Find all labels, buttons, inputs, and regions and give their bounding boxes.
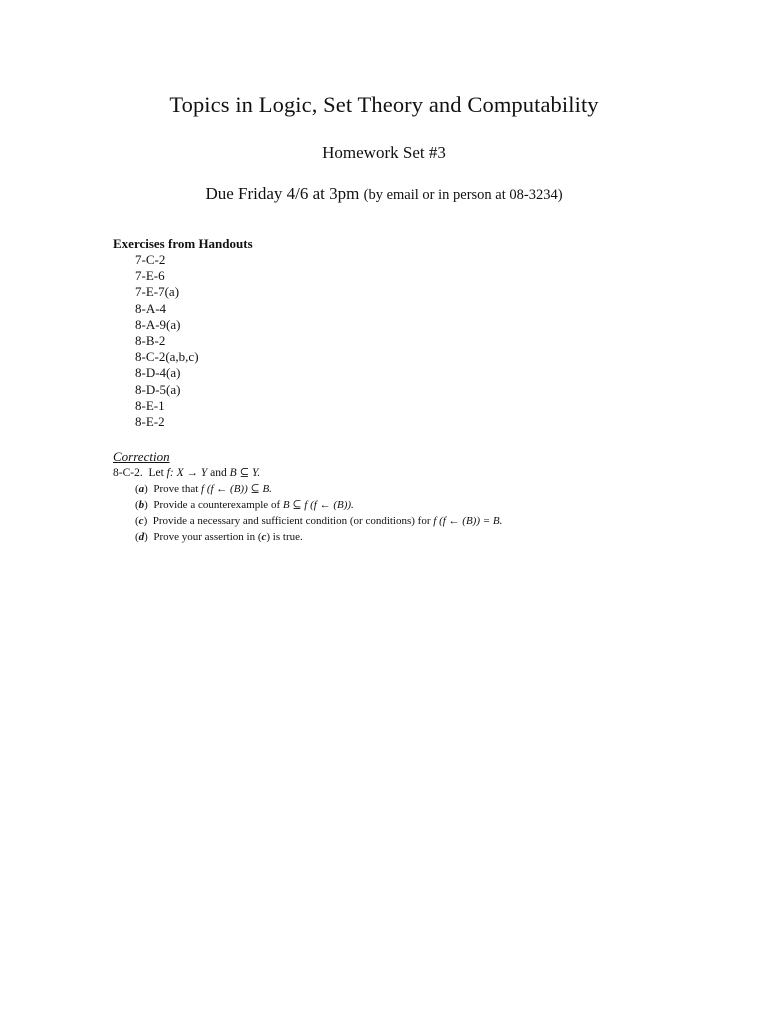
- exercise-item: 8-D-4(a): [135, 365, 181, 381]
- exercise-item: 7-E-6: [135, 268, 165, 284]
- correction-parts: [135, 481, 502, 545]
- exercise-list: [135, 252, 199, 430]
- part-formula: B ⊆ f (f ← (B)).: [282, 499, 354, 511]
- due-date-main: Due Friday 4/6 at 3pm: [205, 184, 364, 203]
- homework-subtitle: Homework Set #3: [322, 143, 446, 162]
- let-text: Let: [148, 467, 167, 479]
- correction-part-a: (a) Prove that f (f ← (B)) ⊆ B.: [135, 483, 272, 495]
- part-text: Provide a counterexample of: [153, 499, 283, 511]
- set-symbol: B: [229, 467, 237, 479]
- part-formula: f (f ← (B)) ⊆ B.: [201, 483, 272, 495]
- exercise-item: 8-A-9(a): [135, 316, 181, 332]
- arrow-symbol: →: [183, 467, 201, 479]
- part-text: Prove that: [153, 483, 202, 495]
- and-text: and: [207, 467, 230, 479]
- exercise-item: 8-E-2: [135, 414, 165, 430]
- exercise-item: 8-B-2: [135, 333, 166, 349]
- part-formula: f (f ← (B)) = B.: [433, 515, 503, 527]
- exercise-item: 8-A-4: [135, 300, 167, 316]
- codomain-end: Y.: [252, 467, 261, 479]
- domain-symbol: : X: [169, 467, 184, 479]
- correction-label: Correction: [113, 449, 170, 464]
- page-title: Topics in Logic, Set Theory and Computability: [169, 92, 599, 117]
- exercises-heading: Exercises from Handouts: [113, 236, 253, 251]
- due-date-line: [0, 184, 768, 204]
- part-suffix: ) is true.: [266, 531, 303, 543]
- exercise-item: 8-E-1: [135, 397, 165, 413]
- due-date-note: (by email or in person at 08-3234): [363, 187, 563, 203]
- correction-number: 8-C-2.: [113, 467, 143, 479]
- part-tag: d: [138, 531, 145, 543]
- part-formula: c: [261, 531, 267, 543]
- correction-part-c: (c) Provide a necessary and sufficient condition (or conditions) for f (f ← (B)) = B.: [135, 515, 503, 527]
- exercise-item: 8-C-2(a,b,c): [135, 349, 199, 365]
- correction-part-b: (b) Provide a counterexample of B ⊆ f (f ← (B)).: [135, 499, 354, 511]
- exercise-item: 8-D-5(a): [135, 381, 181, 397]
- exercise-item: 7-E-7(a): [135, 284, 180, 300]
- part-text: Provide a necessary and sufficient condition (or conditions) for: [152, 515, 434, 527]
- correction-part-d: (d) Prove your assertion in (c) is true.: [135, 531, 303, 543]
- function-symbol: f: [166, 467, 170, 479]
- part-tag: b: [138, 499, 145, 511]
- part-text: Prove your assertion in (: [153, 531, 262, 543]
- exercise-item: 7-C-2: [135, 252, 166, 267]
- codomain-symbol: Y: [200, 467, 208, 479]
- part-tag: c: [138, 515, 144, 527]
- part-tag: a: [138, 483, 145, 495]
- subset-symbol: ⊆: [236, 467, 253, 479]
- correction-statement: [113, 465, 260, 479]
